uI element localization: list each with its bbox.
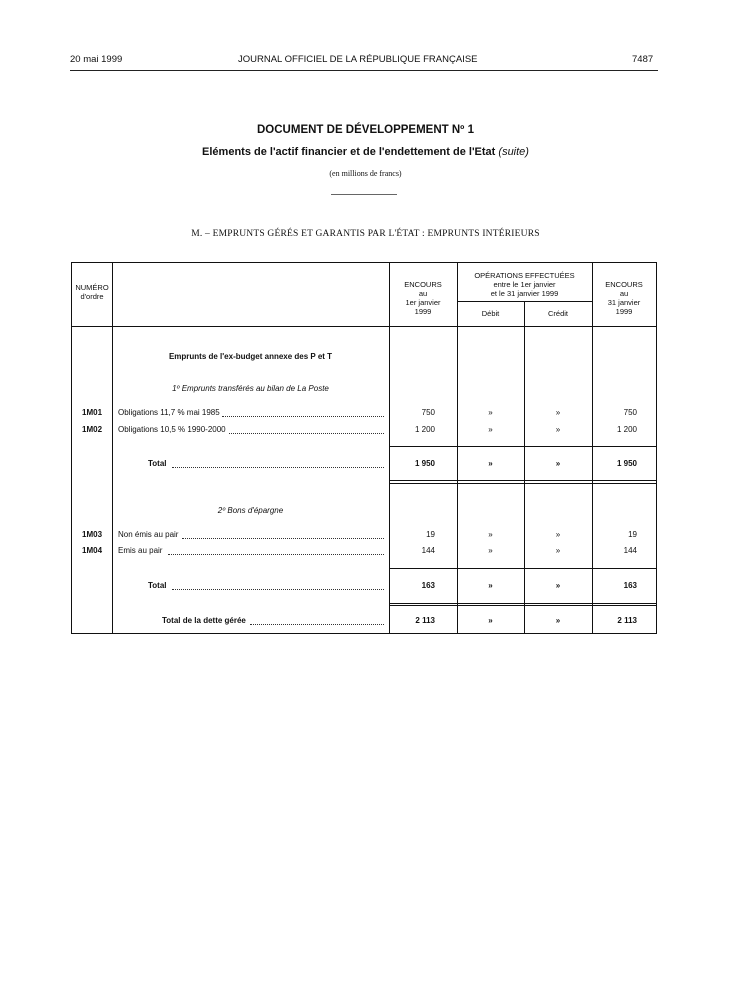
grand-total-encours-start: 2 113 <box>415 616 435 625</box>
total-rule <box>389 603 656 604</box>
total-encours-start: 1 950 <box>414 459 435 468</box>
subtitle-main: Eléments de l'actif financier et de l'endettement de l'Etat <box>202 146 496 158</box>
row-number: 1M02 <box>82 425 103 434</box>
total-rule <box>389 483 656 484</box>
header-encours-start: ENCOURS au 1er janvier 1999 <box>404 280 442 316</box>
dot-leader <box>222 416 384 417</box>
header-numero: NUMÉRO d'ordre <box>75 283 109 301</box>
dot-leader <box>222 433 384 434</box>
dot-leader <box>168 554 384 555</box>
dot-leader <box>182 538 384 539</box>
document-subtitle <box>0 146 731 158</box>
dot-leader <box>172 467 384 468</box>
credit-value: » <box>555 546 561 555</box>
credit-value: » <box>555 530 561 539</box>
grand-total-credit: » <box>555 616 561 625</box>
total-encours-end: 163 <box>623 581 637 590</box>
total-rule <box>389 605 656 606</box>
subtitle-suffix: (suite) <box>498 146 529 158</box>
credit-value: » <box>555 408 561 417</box>
dot-leader <box>172 589 384 590</box>
document-title: DOCUMENT DE DÉVELOPPEMENT Nº 1 <box>257 124 474 136</box>
debit-value: » <box>488 546 493 555</box>
encours-start-value: 144 <box>421 546 435 555</box>
grand-total-label: Total de la dette gérée <box>162 616 246 625</box>
col-divider <box>112 263 113 633</box>
dot-leader <box>250 624 384 625</box>
section2-title: 2º Bons d'épargne <box>217 506 284 515</box>
total-encours-end: 1 950 <box>616 459 637 468</box>
header-date: 20 mai 1999 <box>70 54 123 65</box>
total-encours-start: 163 <box>421 581 435 590</box>
title-separator <box>331 194 397 195</box>
col-divider <box>457 263 458 633</box>
encours-start-value: 1 200 <box>414 425 435 434</box>
section-heading: M. – EMPRUNTS GÉRÉS ET GARANTIS PAR L'ÉTAT : EMPRUNTS INTÉRIEURS <box>191 229 540 239</box>
encours-end-value: 1 200 <box>616 425 637 434</box>
section1-title: 1º Emprunts transférés au bilan de La Poste <box>172 384 329 393</box>
encours-start-value: 19 <box>426 530 435 539</box>
row-label: Obligations 10,5 % 1990-2000 <box>118 425 226 434</box>
grand-total-debit: » <box>488 616 493 625</box>
col-divider <box>592 263 593 633</box>
total-credit: » <box>555 459 561 468</box>
total-rule <box>389 480 656 481</box>
encours-end-value: 19 <box>628 530 637 539</box>
row-number: 1M04 <box>82 546 103 555</box>
debt-table <box>71 262 657 634</box>
total-debit: » <box>488 581 493 590</box>
row-number: 1M01 <box>82 408 103 417</box>
header-bottom-rule <box>72 326 656 327</box>
total-debit: » <box>488 459 493 468</box>
header-rule <box>70 70 658 71</box>
total-label: Total <box>148 581 167 590</box>
row-number: 1M03 <box>82 530 103 539</box>
encours-end-value: 144 <box>623 546 637 555</box>
credit-value: » <box>555 425 561 434</box>
total-credit: » <box>555 581 561 590</box>
row-label: Emis au pair <box>118 546 163 555</box>
total-rule <box>389 568 656 569</box>
debit-value: » <box>488 530 493 539</box>
encours-start-value: 750 <box>421 408 435 417</box>
row-label: Obligations 11,7 % mai 1985 <box>118 408 220 417</box>
group-title: Emprunts de l'ex-budget annexe des P et T <box>168 352 333 361</box>
header-credit: Crédit <box>547 309 568 318</box>
header-debit: Débit <box>481 309 500 318</box>
col-divider <box>389 263 390 633</box>
row-label: Non émis au pair <box>118 530 179 539</box>
total-label: Total <box>148 459 167 468</box>
header-operations: OPÉRATIONS EFFECTUÉES entre le 1er janvier et le 31 janvier 1999 <box>474 271 575 298</box>
unit-note: (en millions de francs) <box>329 169 402 178</box>
total-rule <box>389 446 656 447</box>
debit-value: » <box>488 408 493 417</box>
encours-end-value: 750 <box>623 408 637 417</box>
header-journal-title: JOURNAL OFFICIEL DE LA RÉPUBLIQUE FRANÇAISE <box>238 54 478 65</box>
header-page-number: 7487 <box>632 54 654 65</box>
debit-value: » <box>488 425 493 434</box>
header-subrule <box>457 301 592 302</box>
grand-total-encours-end: 2 113 <box>617 616 637 625</box>
header-encours-end: ENCOURS au 31 janvier 1999 <box>605 280 643 316</box>
